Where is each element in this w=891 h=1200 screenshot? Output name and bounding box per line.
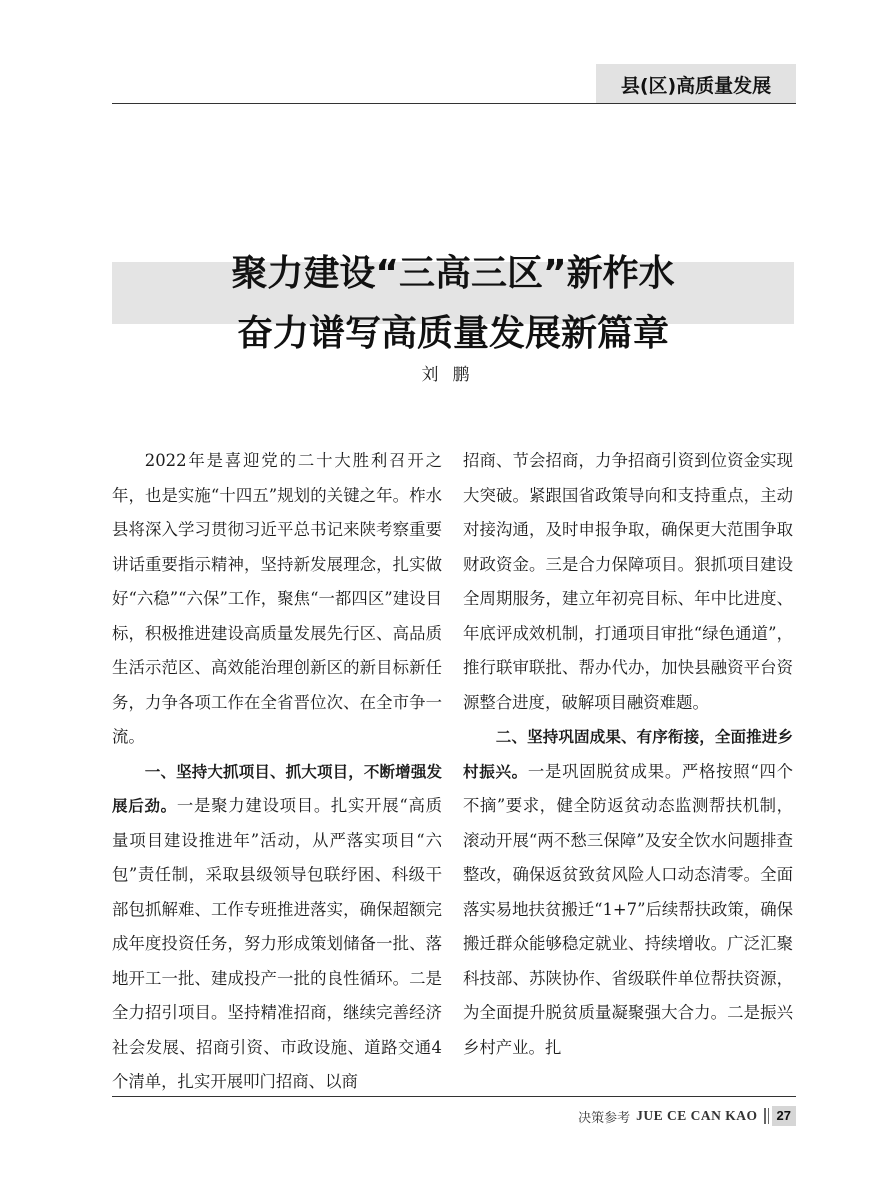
right-column bbox=[463, 444, 793, 1065]
section-2-paragraph bbox=[463, 720, 793, 1065]
title-line-2: 奋力谱写高质量发展新篇章 bbox=[236, 313, 669, 354]
section-1-text: 一是聚力建设项目。扎实开展“高质量项目建设推进年”活动，从严落实项目“六包”责任制，采取县级领导包联纾困、科级干部包抓解难、工作专班推进落实，确保超额完成年度投资任务，努力形成策划储备一批、落地开工一批、建成投产一批的良性循环。二是全力招引项目。坚持精准招商，继续完善经济社会发展、招商引资、市政设施、道路交通4个清单，扎实开展叩门招商、以商 bbox=[112, 796, 442, 1091]
page-number: 27 bbox=[772, 1106, 796, 1126]
left-column bbox=[112, 444, 442, 1100]
page-footer bbox=[560, 1106, 796, 1126]
section-tag: 县(区)高质量发展 bbox=[596, 64, 796, 104]
section-1-title: 一、坚持大抓项目、抓大项目，不断增强发展后劲。 bbox=[112, 762, 442, 815]
title-line-1: 聚力建设“三高三区”新柞水 bbox=[231, 253, 675, 294]
header-divider bbox=[112, 103, 796, 104]
footer-divider bbox=[112, 1096, 796, 1097]
footer-separator bbox=[764, 1108, 766, 1124]
section-2-title: 二、坚持巩固成果、有序衔接，全面推进乡村振兴。 bbox=[463, 728, 793, 781]
section-1-paragraph bbox=[112, 755, 442, 1100]
section-2-text: 一是巩固脱贫成果。严格按照“四个不摘”要求，健全防返贫动态监测帮扶机制，滚动开展“两不愁三保障”及安全饮水问题排查整改，确保返贫致贫风险人口动态清零。全面落实易地扶贫搬迁“1+7”后续帮扶政策，确保搬迁群众能够稳定就业、持续增收。广泛汇聚科技部、苏陕协作、省级联件单位帮扶资源，为全面提升脱贫质量凝聚强大合力。二是振兴乡村产业。扎 bbox=[463, 761, 793, 1057]
footer-separator-thin bbox=[768, 1108, 769, 1124]
journal-name-cn: 决策参考 bbox=[578, 1110, 631, 1126]
intro-paragraph: 2022年是喜迎党的二十大胜利召开之年，也是实施“十四五”规划的关键之年。柞水县将深入学习贯彻习近平总书记来陕考察重要讲话重要指示精神，坚持新发展理念，扎实做好“六稳”“六保”工作，聚焦“一都四区”建设目标，积极推进建设高质量发展先行区、高品质生活示范区、高效能治理创新区的新目标新任务，力争各项工作在全省晋位次、在全市争一流。 bbox=[112, 451, 442, 746]
article-title bbox=[112, 244, 794, 364]
author-name: 刘鹏 bbox=[421, 365, 484, 385]
journal-name-en: JUE CE CAN KAO bbox=[636, 1108, 758, 1123]
continued-paragraph: 招商、节会招商，力争招商引资到位资金实现大突破。紧跟国省政策导向和支持重点，主动对接沟通，及时申报争取，确保更大范围争取财政资金。三是合力保障项目。狠抓项目建设全周期服务，建立年初亮目标、年中比进度、年底评成效机制，打通项目审批“绿色通道”，推行联审联批、帮办代办，加快县融资平台资源整合进度，破解项目融资难题。 bbox=[463, 451, 793, 712]
